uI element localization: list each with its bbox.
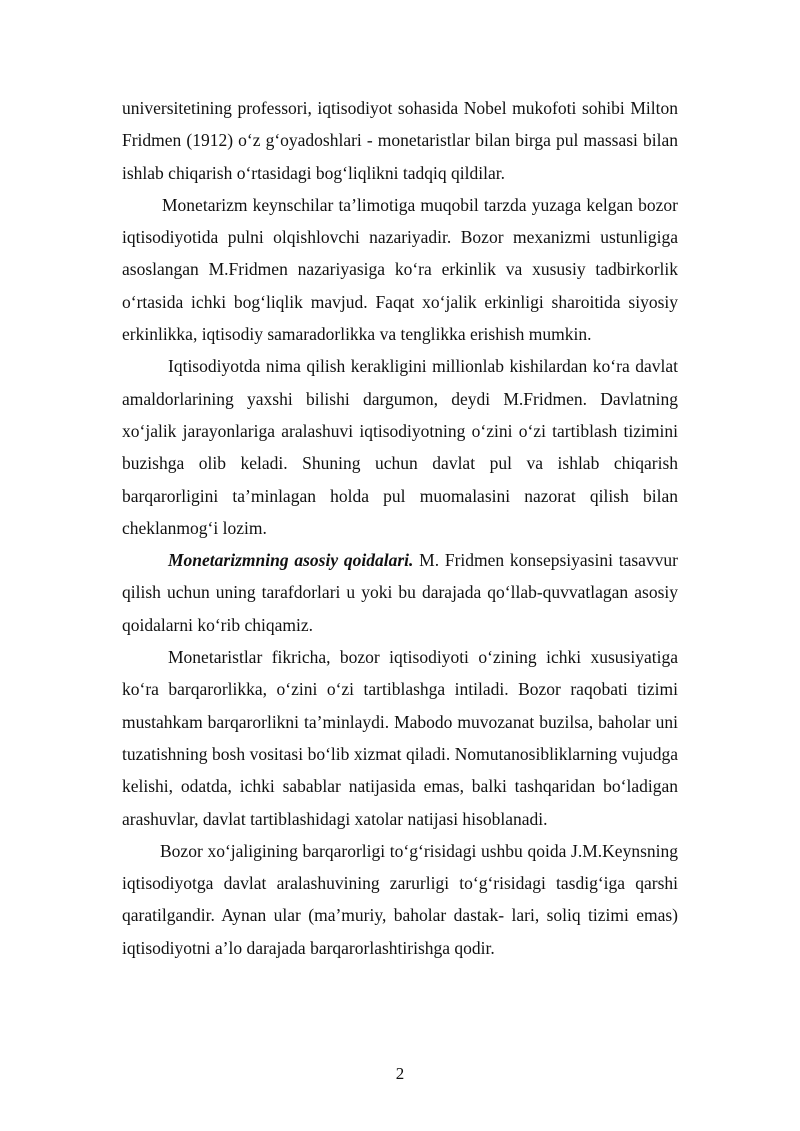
paragraph-keynes-counter (122, 835, 678, 964)
section-heading: Monetarizmning asosiy qoidalari. (168, 550, 414, 571)
paragraph-market-stability (122, 641, 678, 835)
paragraph-text: Monetarizm keynschilar ta’limotiga muqobil tarzda yuzaga kelgan bozor iqtisodiyotida pulni olqishlovchi nazariyadir. Bozor mexanizmi ustunligiga asoslangan M.Fridmen nazariyasiga ko‘ra erkinlik va xususiy tadbirkorlik o‘rtasida ichki bog‘liqlik mavjud. Faqat xo‘jalik erkinligi sharoitida siyosiy erkinlikka, iqtisodiy samaradorlikka va tenglikka erishish mumkin. (122, 194, 678, 345)
paragraph-main-rules (122, 544, 678, 641)
paragraph-monetarism-definition (122, 189, 678, 350)
paragraph-text: M. Fridmen konsepsiyasini tasavvur qilish uchun uning tarafdorlari u yoki bu darajada qo‘llab-quvvatlagan asosiy qoidalarni ko‘rib chiqamiz. (122, 550, 678, 635)
paragraph-state-officials (122, 350, 678, 544)
paragraph-text: Iqtisodiyotda nima qilish kerakligini millionlab kishilardan ko‘ra davlat amaldorlarining yaxshi bilishi dargumon, deydi M.Fridmen. Davlatning xo‘jalik jarayonlariga aralashuvi iqtisodiyotning o‘zini o‘zi tartiblash tizimini buzishga olib keladi. Shuning uchun davlat pul va ishlab chiqarish barqarorligini ta’minlagan holda pul muomalasini nazorat qilish bilan cheklanmog‘i lozim. (122, 356, 678, 538)
paragraph-text: Monetaristlar fikricha, bozor iqtisodiyoti o‘zining ichki xususiyatiga ko‘ra barqarorlikka, o‘zini o‘zi tartiblashga intiladi. Bozor raqobati tizimi mustahkam barqarorlikni ta’minlaydi. Mabodo muvozanat buzilsa, baholar uni tuzatishning bosh vositasi bo‘lib xizmat qiladi. Nomutanosibliklarning vujudga kelishi, odatda, ichki sabablar natijasida emas, balki tashqaridan bo‘ladigan arashuvlar, davlat tartiblashidagi xatolar natijasi hisoblanadi. (122, 647, 678, 829)
paragraph-text: universitetining professori, iqtisodiyot sohasida Nobel mukofoti sohibi Milton Fridmen (1912) o‘z g‘oyadoshlari - monetaristlar bilan birga pul massasi bilan ishlab chiqarish o‘rtasidagi bog‘liqlikni tadqiq qildilar. (122, 98, 678, 183)
paragraph-text: Bozor xo‘jaligining barqarorligi to‘g‘risidagi ushbu qoida J.M.Keynsning iqtisodiyotga davlat aralashuvining zarurligi to‘g‘risidagi tasdig‘iga qarshi qaratilgandir. Aynan ular (ma’muriy, baholar dastak- lari, soliq tizimi emas) iqtisodiyotni a’lo darajada barqarorlashtirishga qodir. (122, 840, 678, 958)
page-number: 2 (395, 1064, 405, 1083)
paragraph-fridmen-intro (122, 92, 678, 189)
document-body (122, 92, 678, 964)
